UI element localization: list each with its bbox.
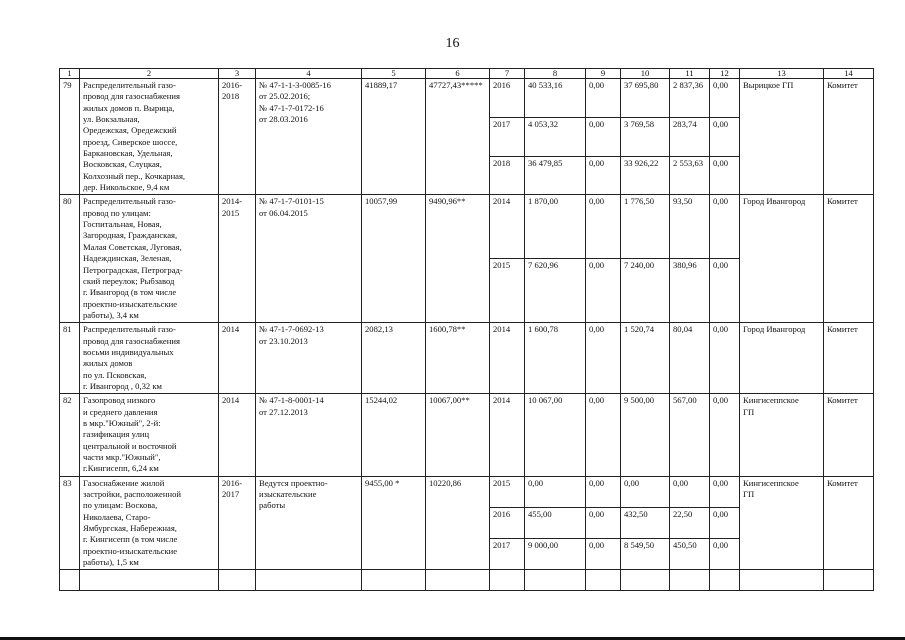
column-number: 9 bbox=[586, 69, 621, 79]
recipient-cell: Город Ивангород bbox=[740, 195, 824, 323]
other-sources-cell: 0,00 bbox=[710, 323, 740, 394]
recipient-cell: Кингисеппское ГП bbox=[740, 394, 824, 476]
table-row bbox=[60, 476, 874, 507]
column-number: 12 bbox=[710, 69, 740, 79]
federal-budget-cell: 0,00 bbox=[586, 323, 621, 394]
data-table bbox=[59, 68, 874, 591]
row-number-cell: 83 bbox=[60, 476, 80, 570]
estimated-cost-cell: 9455,00 * bbox=[362, 476, 426, 570]
financing-year-cell: 2014 bbox=[490, 323, 525, 394]
expertise-document-cell: № 47-1-7-0101-15 от 06.04.2015 bbox=[256, 195, 362, 323]
construction-years-cell: 2014- 2015 bbox=[219, 195, 256, 323]
regional-budget-cell: 1 520,74 bbox=[621, 323, 670, 394]
column-number: 7 bbox=[490, 69, 525, 79]
empty-cell bbox=[256, 570, 362, 591]
expertise-document-cell: № 47-1-1-3-0085-16 от 25.02.2016; № 47-1-7-0172-16 от 28.03.2016 bbox=[256, 79, 362, 195]
empty-cell bbox=[621, 570, 670, 591]
column-number: 3 bbox=[219, 69, 256, 79]
year-total-cell: 1 600,78 bbox=[525, 323, 586, 394]
customer-cell: Комитет bbox=[824, 79, 874, 195]
year-total-cell: 1 870,00 bbox=[525, 195, 586, 259]
total-financing-cell: 47727,43***** bbox=[426, 79, 490, 195]
column-number-row bbox=[60, 69, 874, 79]
financing-year-cell: 2014 bbox=[490, 195, 525, 259]
federal-budget-cell: 0,00 bbox=[586, 539, 621, 570]
empty-cell bbox=[525, 570, 586, 591]
empty-cell bbox=[426, 570, 490, 591]
empty-cell bbox=[60, 570, 80, 591]
expertise-document-cell: № 47-1-8-0001-14 от 27.12.2013 bbox=[256, 394, 362, 476]
local-budget-cell: 0,00 bbox=[670, 476, 710, 507]
local-budget-cell: 93,50 bbox=[670, 195, 710, 259]
year-total-cell: 36 479,85 bbox=[525, 156, 586, 195]
total-financing-cell: 10220,86 bbox=[426, 476, 490, 570]
column-number: 8 bbox=[525, 69, 586, 79]
column-number: 11 bbox=[670, 69, 710, 79]
row-number-cell: 82 bbox=[60, 394, 80, 476]
financing-year-cell: 2016 bbox=[490, 79, 525, 118]
empty-cell bbox=[670, 570, 710, 591]
year-total-cell: 9 000,00 bbox=[525, 539, 586, 570]
total-financing-cell: 10067,00** bbox=[426, 394, 490, 476]
federal-budget-cell: 0,00 bbox=[586, 156, 621, 195]
other-sources-cell: 0,00 bbox=[710, 394, 740, 476]
federal-budget-cell: 0,00 bbox=[586, 79, 621, 118]
other-sources-cell: 0,00 bbox=[710, 476, 740, 507]
empty-cell bbox=[740, 570, 824, 591]
federal-budget-cell: 0,00 bbox=[586, 507, 621, 538]
column-number: 10 bbox=[621, 69, 670, 79]
column-number: 6 bbox=[426, 69, 490, 79]
regional-budget-cell: 0,00 bbox=[621, 476, 670, 507]
financing-year-cell: 2015 bbox=[490, 476, 525, 507]
column-number: 2 bbox=[80, 69, 219, 79]
year-total-cell: 455,00 bbox=[525, 507, 586, 538]
customer-cell: Комитет bbox=[824, 323, 874, 394]
financing-year-cell: 2016 bbox=[490, 507, 525, 538]
construction-years-cell: 2016- 2017 bbox=[219, 476, 256, 570]
regional-budget-cell: 7 240,00 bbox=[621, 259, 670, 323]
federal-budget-cell: 0,00 bbox=[586, 259, 621, 323]
regional-budget-cell: 33 926,22 bbox=[621, 156, 670, 195]
expertise-document-cell: № 47-1-7-0692-13 от 23.10.2013 bbox=[256, 323, 362, 394]
federal-budget-cell: 0,00 bbox=[586, 195, 621, 259]
page-number: 16 bbox=[445, 36, 460, 51]
empty-cell bbox=[80, 570, 219, 591]
federal-budget-cell: 0,00 bbox=[586, 394, 621, 476]
other-sources-cell: 0,00 bbox=[710, 117, 740, 156]
financing-year-cell: 2014 bbox=[490, 394, 525, 476]
year-total-cell: 7 620,96 bbox=[525, 259, 586, 323]
local-budget-cell: 2 553,63 bbox=[670, 156, 710, 195]
other-sources-cell: 0,00 bbox=[710, 259, 740, 323]
financing-year-cell: 2018 bbox=[490, 156, 525, 195]
regional-budget-cell: 432,50 bbox=[621, 507, 670, 538]
other-sources-cell: 0,00 bbox=[710, 195, 740, 259]
row-number-cell: 81 bbox=[60, 323, 80, 394]
empty-table-row bbox=[60, 570, 874, 591]
object-name-cell: Распределительный газо- провод по улицам: Госпитальная, Новая, Загородная, Гражданская, Малая Советская, Луговая, Надеждинская, Зеленая, Петроградская, Петроград- ский переулок; Рыбзавод г. Ивангород (в том числе проектно-изыскательские работы), 3,4 км bbox=[80, 195, 219, 323]
estimated-cost-cell: 10057,99 bbox=[362, 195, 426, 323]
other-sources-cell: 0,00 bbox=[710, 79, 740, 118]
year-total-cell: 0,00 bbox=[525, 476, 586, 507]
other-sources-cell: 0,00 bbox=[710, 539, 740, 570]
financing-year-cell: 2017 bbox=[490, 539, 525, 570]
row-number-cell: 80 bbox=[60, 195, 80, 323]
other-sources-cell: 0,00 bbox=[710, 507, 740, 538]
empty-cell bbox=[824, 570, 874, 591]
empty-cell bbox=[219, 570, 256, 591]
regional-budget-cell: 3 769,58 bbox=[621, 117, 670, 156]
recipient-cell: Вырицкое ГП bbox=[740, 79, 824, 195]
regional-budget-cell: 9 500,00 bbox=[621, 394, 670, 476]
other-sources-cell: 0,00 bbox=[710, 156, 740, 195]
customer-cell: Комитет bbox=[824, 476, 874, 570]
row-number-cell: 79 bbox=[60, 79, 80, 195]
estimated-cost-cell: 2082,13 bbox=[362, 323, 426, 394]
total-financing-cell: 9490,96** bbox=[426, 195, 490, 323]
local-budget-cell: 380,96 bbox=[670, 259, 710, 323]
local-budget-cell: 567,00 bbox=[670, 394, 710, 476]
recipient-cell: Город Ивангород bbox=[740, 323, 824, 394]
column-number: 14 bbox=[824, 69, 874, 79]
object-name-cell: Газоснабжение жилой застройки, расположенной по улицам: Воскова, Николаева, Старо- Ямбургская, Набережная, г. Кингисепп (в том числе проектно-изыскательские работы), 1,5 км bbox=[80, 476, 219, 570]
table-row bbox=[60, 394, 874, 476]
year-total-cell: 40 533,16 bbox=[525, 79, 586, 118]
regional-budget-cell: 1 776,50 bbox=[621, 195, 670, 259]
expertise-document-cell: Ведутся проектно- изыскательские работы bbox=[256, 476, 362, 570]
estimated-cost-cell: 41889,17 bbox=[362, 79, 426, 195]
table-row bbox=[60, 195, 874, 259]
customer-cell: Комитет bbox=[824, 394, 874, 476]
column-number: 1 bbox=[60, 69, 80, 79]
column-number: 13 bbox=[740, 69, 824, 79]
recipient-cell: Кингисеппское ГП bbox=[740, 476, 824, 570]
column-number: 4 bbox=[256, 69, 362, 79]
empty-cell bbox=[362, 570, 426, 591]
table-row bbox=[60, 323, 874, 394]
empty-cell bbox=[490, 570, 525, 591]
federal-budget-cell: 0,00 bbox=[586, 476, 621, 507]
construction-years-cell: 2014 bbox=[219, 394, 256, 476]
table-row bbox=[60, 79, 874, 118]
customer-cell: Комитет bbox=[824, 195, 874, 323]
construction-years-cell: 2016- 2018 bbox=[219, 79, 256, 195]
object-name-cell: Газопровод низкого и среднего давления в мкр."Южный", 2-й: газификация улиц центральной и восточной части мкр."Южный", г.Кингисепп, 6,24 км bbox=[80, 394, 219, 476]
local-budget-cell: 80,04 bbox=[670, 323, 710, 394]
empty-cell bbox=[586, 570, 621, 591]
estimated-cost-cell: 15244,02 bbox=[362, 394, 426, 476]
regional-budget-cell: 37 695,80 bbox=[621, 79, 670, 118]
object-name-cell: Распределительный газо- провод для газоснабжения жилых домов п. Вырица, ул. Вокзальная, Оредежская, Оредежский проезд, Сиверское шоссе, Баркановская, Удельная, Восковская, Слуцкая, Колхозный пер., Кочкарная, дер. Никольское, 9,4 км bbox=[80, 79, 219, 195]
construction-years-cell: 2014 bbox=[219, 323, 256, 394]
object-name-cell: Распределительный газо- провод для газоснабжения восьми индивидуальных жилых домов по ул. Псковская, г. Ивангород , 0,32 км bbox=[80, 323, 219, 394]
column-number: 5 bbox=[362, 69, 426, 79]
regional-budget-cell: 8 549,50 bbox=[621, 539, 670, 570]
federal-budget-cell: 0,00 bbox=[586, 117, 621, 156]
local-budget-cell: 450,50 bbox=[670, 539, 710, 570]
local-budget-cell: 22,50 bbox=[670, 507, 710, 538]
local-budget-cell: 283,74 bbox=[670, 117, 710, 156]
financing-year-cell: 2017 bbox=[490, 117, 525, 156]
year-total-cell: 4 053,32 bbox=[525, 117, 586, 156]
local-budget-cell: 2 837,36 bbox=[670, 79, 710, 118]
empty-cell bbox=[710, 570, 740, 591]
year-total-cell: 10 067,00 bbox=[525, 394, 586, 476]
financing-year-cell: 2015 bbox=[490, 259, 525, 323]
total-financing-cell: 1600,78** bbox=[426, 323, 490, 394]
